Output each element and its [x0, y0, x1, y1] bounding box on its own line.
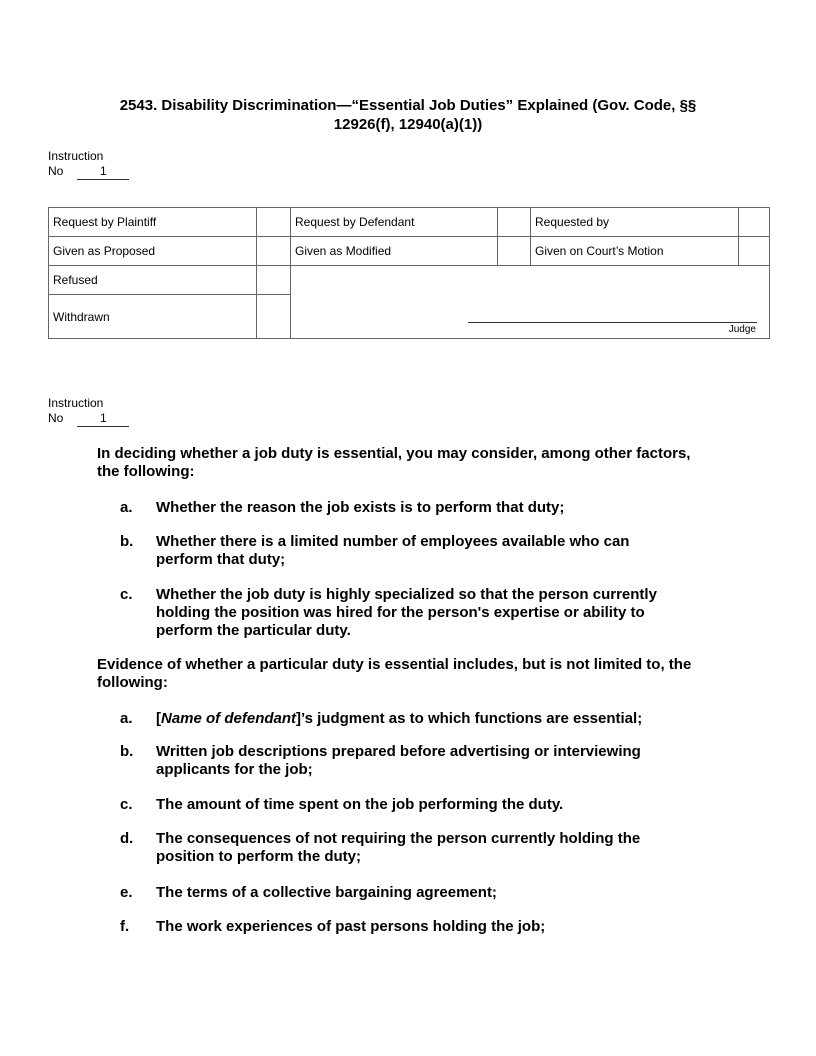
- list-letter: e.: [120, 884, 133, 901]
- list-letter: d.: [120, 830, 134, 847]
- refused-box[interactable]: [257, 266, 291, 295]
- instruction-number-top: [48, 149, 129, 180]
- given-modified-label: Given as Modified: [291, 237, 498, 266]
- given-modified-box[interactable]: [498, 237, 531, 266]
- given-proposed-box[interactable]: [257, 237, 291, 266]
- document-title: 2543. Disability Discrimination—“Essential Job Duties” Explained (Gov. Code, §§ 12926(f), 12940(a)(1)): [119, 97, 697, 133]
- instruction-label: Instruction: [48, 396, 104, 410]
- request-defendant-label: Request by Defendant: [291, 208, 498, 237]
- list-letter: c.: [120, 796, 133, 813]
- list-text: Whether the reason the job exists is to perform that duty;: [156, 499, 565, 516]
- refused-label: Refused: [49, 266, 257, 295]
- placeholder-defendant: Name of defendant: [161, 710, 297, 727]
- judge-signature-area: [291, 266, 770, 339]
- instruction-number-bottom: [48, 396, 129, 427]
- instruction-number: 1: [77, 164, 129, 180]
- list-text: [156, 710, 736, 728]
- requested-by-label: Requested by: [531, 208, 739, 237]
- given-court-box[interactable]: [739, 237, 770, 266]
- request-defendant-box[interactable]: [498, 208, 531, 237]
- no-label: No: [48, 164, 64, 178]
- bracket: [: [156, 710, 161, 727]
- list-letter: c.: [120, 586, 133, 603]
- judge-signature-line[interactable]: [468, 322, 757, 323]
- list-text: The consequences of not requiring the person currently holding the position to perform the duty;: [156, 830, 641, 865]
- list-letter: f.: [120, 918, 130, 935]
- list-letter: a.: [120, 710, 133, 727]
- instruction-number: 1: [77, 411, 129, 427]
- list-text: The amount of time spent on the job performing the duty.: [156, 796, 564, 813]
- list-letter: b.: [120, 533, 134, 550]
- disposition-form: [48, 207, 770, 339]
- withdrawn-label: Withdrawn: [49, 295, 257, 339]
- list-text: Whether the job duty is highly specialized so that the person currently holding the position was hired for the person's expertise or ability to perform the particular duty.: [156, 586, 657, 639]
- list-text: The terms of a collective bargaining agreement;: [156, 884, 497, 901]
- given-proposed-label: Given as Proposed: [49, 237, 257, 266]
- intro-paragraph-1: In deciding whether a job duty is essential, you may consider, among other factors, the following:: [97, 445, 691, 480]
- given-court-label: Given on Court’s Motion: [531, 237, 739, 266]
- list-text: Written job descriptions prepared before advertising or interviewing applicants for the job;: [156, 743, 641, 778]
- instruction-label: Instruction: [48, 149, 104, 163]
- list-text: The work experiences of past persons holding the job;: [156, 918, 546, 935]
- no-label: No: [48, 411, 64, 425]
- request-plaintiff-label: Request by Plaintiff: [49, 208, 257, 237]
- request-plaintiff-box[interactable]: [257, 208, 291, 237]
- withdrawn-box[interactable]: [257, 295, 291, 339]
- intro-paragraph-2: Evidence of whether a particular duty is essential includes, but is not limited to, the following:: [97, 656, 692, 691]
- requested-by-box[interactable]: [739, 208, 770, 237]
- judge-label: Judge: [728, 324, 756, 335]
- list-letter: b.: [120, 743, 134, 760]
- list-text-rest: ]’s judgment as to which functions are essential;: [296, 710, 643, 727]
- list-letter: a.: [120, 499, 133, 516]
- list-text: Whether there is a limited number of employees available who can perform that duty;: [156, 533, 630, 568]
